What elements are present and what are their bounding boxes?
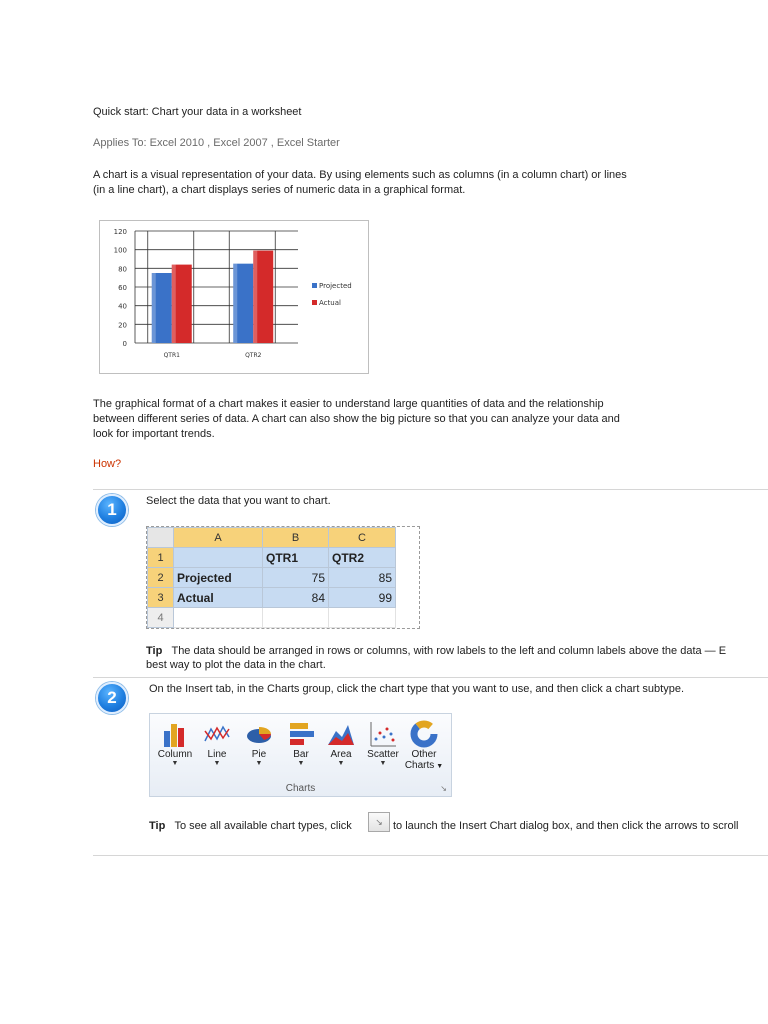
row-header-4[interactable]: 4 bbox=[148, 608, 174, 628]
cell-a4[interactable] bbox=[174, 608, 263, 628]
paragraph-line: The graphical format of a chart makes it easier to understand large quantities of data and the relationship bbox=[93, 398, 604, 410]
pie-chart-label: Pie bbox=[251, 749, 267, 760]
tip-label: Tip bbox=[149, 820, 166, 832]
legend-swatch-projected bbox=[312, 283, 317, 288]
worksheet-sample bbox=[146, 526, 420, 629]
bar-highlight bbox=[233, 264, 237, 343]
y-tick-label: 60 bbox=[118, 284, 127, 292]
tip-text: The data should be arranged in rows or columns, with row labels to the left and column labels above the data — E bbox=[171, 645, 727, 657]
scatter-chart-icon bbox=[368, 719, 398, 749]
cell-c2[interactable]: 85 bbox=[329, 568, 396, 588]
step-1-tip bbox=[146, 644, 768, 672]
cell-b3[interactable]: 84 bbox=[263, 588, 329, 608]
chart-benefits-paragraph bbox=[93, 397, 673, 442]
paragraph-line: look for important trends. bbox=[93, 428, 215, 440]
y-tick-label: 120 bbox=[113, 228, 127, 236]
dialog-launcher-icon[interactable]: ↘ bbox=[368, 812, 390, 832]
cell-a1[interactable] bbox=[174, 548, 263, 568]
divider bbox=[93, 677, 768, 678]
charts-group-label: Charts bbox=[285, 783, 316, 794]
scatter-chart-label: Scatter bbox=[367, 749, 399, 760]
intro-line: A chart is a visual representation of your data. By using elements such as columns (in a column chart) or lines bbox=[93, 169, 627, 181]
chevron-down-icon: ▼ bbox=[379, 760, 387, 767]
step-2-icon: 2 bbox=[96, 682, 128, 714]
area-chart-button[interactable] bbox=[321, 719, 361, 768]
step-2-tip-part1 bbox=[149, 820, 352, 832]
chevron-down-icon: ▼ bbox=[434, 763, 444, 770]
y-tick-label: 80 bbox=[118, 265, 127, 274]
chevron-down-icon: ▼ bbox=[297, 760, 305, 767]
y-tick-label: 20 bbox=[118, 321, 127, 330]
y-tick-label: 100 bbox=[113, 246, 127, 255]
row-header-2[interactable]: 2 bbox=[148, 568, 174, 588]
applies-to: Applies To: Excel 2010 , Excel 2007 , Excel Starter bbox=[93, 137, 340, 149]
column-header-c[interactable]: C bbox=[329, 528, 396, 548]
legend-label-projected: Projected bbox=[319, 282, 352, 290]
divider bbox=[93, 855, 768, 856]
x-tick-label: QTR1 bbox=[163, 352, 180, 359]
how-link[interactable]: How? bbox=[93, 458, 122, 470]
bar-chart-button[interactable] bbox=[281, 719, 321, 768]
tip-label: Tip bbox=[146, 645, 163, 657]
bar-chart-icon bbox=[286, 719, 316, 749]
column-header-b[interactable]: B bbox=[263, 528, 329, 548]
line-chart-icon bbox=[202, 719, 232, 749]
chevron-down-icon: ▼ bbox=[171, 760, 179, 767]
other-charts-label: Other bbox=[411, 749, 437, 760]
bar-chart-label: Bar bbox=[293, 749, 309, 760]
worksheet-grid bbox=[147, 527, 396, 628]
scatter-chart-button[interactable] bbox=[363, 719, 403, 768]
legend-swatch-actual bbox=[312, 300, 317, 305]
cell-b1[interactable]: QTR1 bbox=[263, 548, 329, 568]
cell-c3[interactable]: 99 bbox=[329, 588, 396, 608]
column-chart-button[interactable] bbox=[155, 719, 195, 768]
other-charts-label-2: Charts bbox=[404, 760, 435, 771]
dialog-launcher-icon[interactable]: ↘ bbox=[440, 784, 447, 793]
pie-chart-button[interactable] bbox=[239, 719, 279, 768]
chevron-down-icon: ▼ bbox=[213, 760, 221, 767]
bar-highlight bbox=[253, 251, 257, 343]
other-charts-button[interactable] bbox=[404, 719, 444, 771]
tip-line bbox=[146, 644, 768, 658]
bar-highlight bbox=[172, 265, 176, 343]
chevron-down-icon: ▼ bbox=[337, 760, 345, 767]
intro-paragraph bbox=[93, 168, 673, 198]
pie-chart-icon bbox=[244, 719, 274, 749]
step-2-text: On the Insert tab, in the Charts group, click the chart type that you want to use, and then click a chart subtype. bbox=[149, 683, 685, 695]
area-chart-icon bbox=[326, 719, 356, 749]
cell-b4[interactable] bbox=[263, 608, 329, 628]
step-2-tip-part2: to launch the Insert Chart dialog box, and then click the arrows to scroll bbox=[393, 820, 739, 832]
cell-c1[interactable]: QTR2 bbox=[329, 548, 396, 568]
divider bbox=[93, 489, 768, 490]
tip-line: best way to plot the data in the chart. bbox=[146, 659, 326, 671]
column-chart-label: Column bbox=[157, 749, 193, 760]
charts-ribbon-group bbox=[149, 713, 452, 797]
y-tick-label: 40 bbox=[118, 302, 127, 311]
intro-line: (in a line chart), a chart displays series of numeric data in a graphical format. bbox=[93, 184, 466, 196]
page-title: Quick start: Chart your data in a worksheet bbox=[93, 106, 302, 118]
bar-highlight bbox=[152, 273, 156, 343]
line-chart-label: Line bbox=[207, 749, 227, 760]
row-header-3[interactable]: 3 bbox=[148, 588, 174, 608]
x-tick-label: QTR2 bbox=[245, 352, 262, 359]
column-chart bbox=[100, 221, 368, 373]
cell-b2[interactable]: 75 bbox=[263, 568, 329, 588]
step-1-icon: 1 bbox=[96, 494, 128, 526]
row-header-1[interactable]: 1 bbox=[148, 548, 174, 568]
line-chart-button[interactable] bbox=[197, 719, 237, 768]
legend-label-actual: Actual bbox=[319, 299, 341, 307]
y-tick-label: 0 bbox=[122, 340, 127, 348]
column-chart-figure bbox=[99, 220, 369, 374]
chevron-down-icon: ▼ bbox=[255, 760, 263, 767]
cell-a3[interactable]: Actual bbox=[174, 588, 263, 608]
doughnut-chart-icon bbox=[409, 719, 439, 749]
cell-c4[interactable] bbox=[329, 608, 396, 628]
paragraph-line: between different series of data. A chart can also show the big picture so that you can analyze your data and bbox=[93, 413, 620, 425]
select-all-corner[interactable] bbox=[148, 528, 174, 548]
step-1-text: Select the data that you want to chart. bbox=[146, 495, 331, 507]
tip-text: To see all available chart types, click bbox=[174, 820, 352, 832]
column-header-a[interactable]: A bbox=[174, 528, 263, 548]
cell-a2[interactable]: Projected bbox=[174, 568, 263, 588]
area-chart-label: Area bbox=[330, 749, 352, 760]
column-chart-icon bbox=[160, 719, 190, 749]
